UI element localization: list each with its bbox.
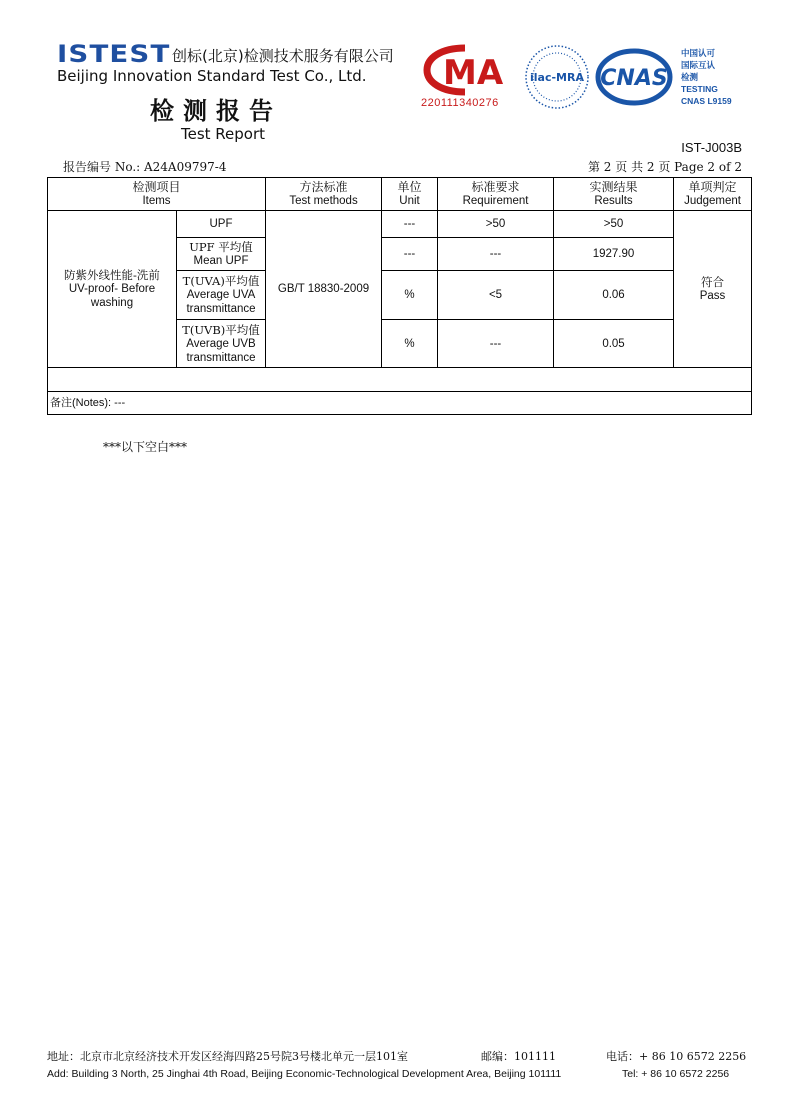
requirement-cell: --- bbox=[438, 320, 554, 368]
ilac-mra-logo bbox=[522, 44, 592, 110]
unit-cell: % bbox=[382, 271, 438, 320]
item-name: UPF 平均值 Mean UPF bbox=[177, 238, 266, 271]
requirement-cell: --- bbox=[438, 238, 554, 271]
notes-row bbox=[48, 392, 752, 415]
table-row bbox=[48, 211, 752, 238]
header-requirement: 标准要求 Requirement bbox=[438, 178, 554, 211]
item-name: T(UVB)平均值 Average UVB transmittance bbox=[177, 320, 266, 368]
result-cell: 0.05 bbox=[554, 320, 674, 368]
header-judgement: 单项判定 Judgement bbox=[674, 178, 752, 211]
header-unit: 单位 Unit bbox=[382, 178, 438, 211]
unit-cell: --- bbox=[382, 238, 438, 271]
item-group: 防紫外线性能-洗前 UV-proof- Before washing bbox=[48, 211, 177, 368]
cnas-logo bbox=[594, 48, 676, 106]
unit-cell: % bbox=[382, 320, 438, 368]
report-title-en: Test Report bbox=[181, 125, 266, 143]
unit-cell: --- bbox=[382, 211, 438, 238]
footer-tel-en: Tel: + 86 10 6572 2256 bbox=[622, 1068, 730, 1080]
result-cell: >50 bbox=[554, 211, 674, 238]
notes-cell: 备注(Notes): --- bbox=[48, 392, 752, 415]
result-cell: 0.06 bbox=[554, 271, 674, 320]
page-indicator: 第 2 页 共 2 页 Page 2 of 2 bbox=[587, 160, 742, 174]
header-items: 检测项目 Items bbox=[48, 178, 266, 211]
footer-zip: 邮编：101111 bbox=[481, 1050, 556, 1063]
footer-address-en: Add: Building 3 North, 25 Jinghai 4th Road, Beijing Economic-Technological Development Area, Beijing 101111 bbox=[47, 1068, 562, 1080]
header-methods: 方法标准 Test methods bbox=[266, 178, 382, 211]
empty-row bbox=[48, 368, 752, 392]
judgement-cell: 符合 Pass bbox=[674, 211, 752, 368]
document-code: IST-J003B bbox=[681, 140, 742, 155]
cnas-accreditation-text: 中国认可 国际互认 检测 TESTING CNAS L9159 bbox=[681, 48, 732, 106]
requirement-cell: >50 bbox=[438, 211, 554, 238]
blank-below-note: ***以下空白*** bbox=[103, 440, 188, 454]
item-name: T(UVA)平均值 Average UVA transmittance bbox=[177, 271, 266, 320]
company-name-cn: 创标(北京)检测技术服务有限公司 bbox=[172, 47, 394, 65]
header-results: 实测结果 Results bbox=[554, 178, 674, 211]
test-method: GB/T 18830-2009 bbox=[266, 211, 382, 368]
footer-address-cn: 地址：北京市北京经济技术开发区经海四路25号院3号楼北单元一层101室 bbox=[47, 1050, 408, 1063]
report-number: 报告编号 No.: A24A09797-4 bbox=[63, 160, 227, 174]
result-cell: 1927.90 bbox=[554, 238, 674, 271]
cnas-text: CNAS bbox=[600, 66, 668, 91]
cma-number: 220111340276 bbox=[421, 97, 499, 109]
company-name-en: Beijing Innovation Standard Test Co., Ltd. bbox=[57, 67, 367, 85]
cma-logo bbox=[421, 44, 509, 96]
test-results-table bbox=[47, 177, 752, 415]
ilac-text: ilac-MRA bbox=[530, 71, 584, 84]
requirement-cell: <5 bbox=[438, 271, 554, 320]
item-name: UPF bbox=[177, 211, 266, 238]
table-header-row bbox=[48, 178, 752, 211]
istest-logo: ISTEST bbox=[57, 40, 171, 68]
report-title-cn: 检测报告 bbox=[150, 96, 282, 125]
footer-tel-cn: 电话：+ 86 10 6572 2256 bbox=[606, 1050, 747, 1063]
cma-text: MA bbox=[443, 53, 504, 93]
